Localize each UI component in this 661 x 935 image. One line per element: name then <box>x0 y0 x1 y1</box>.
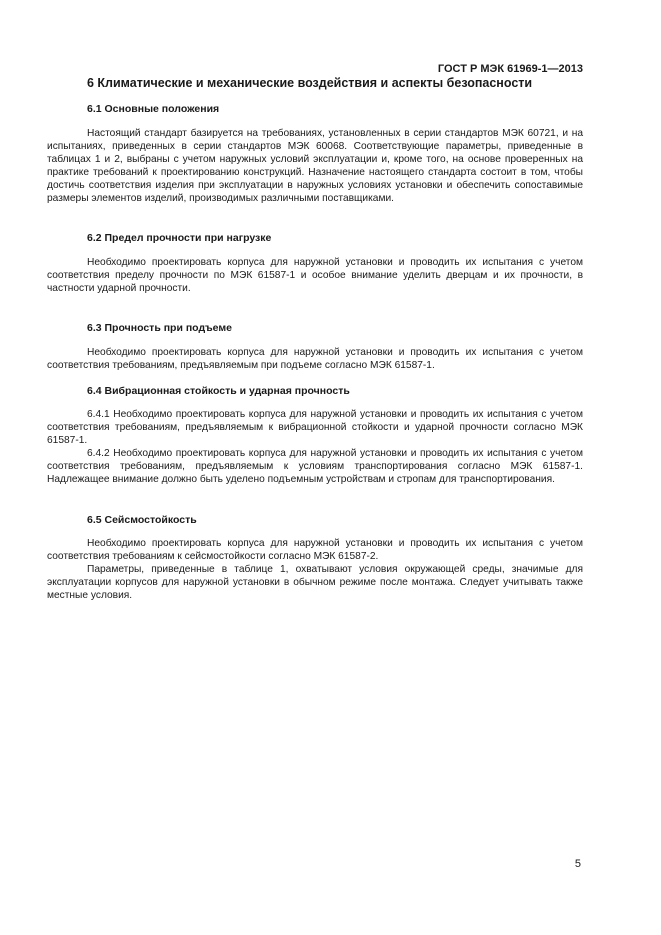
page-number: 5 <box>574 858 581 870</box>
paragraph-6-4-1: 6.4.1 Необходимо проектировать корпуса для наружной установки и проводить их испытания с учетом соответствия требованиям, предъявляемым к вибрационной стойкости и ударной прочности согласно МЭК 61587-1. <box>47 409 583 446</box>
section-title-6-2: 6.2 Предел прочности при нагрузке <box>87 232 272 244</box>
chapter-title: 6 Климатические и механические воздействия и аспекты безопасности <box>87 76 533 90</box>
section-title-6-1: 6.1 Основные положения <box>87 103 220 115</box>
paragraph-6-2: Необходимо проектировать корпуса для наружной установки и проводить их испытания с учетом соответствия пределу прочности по МЭК 61587-1 и особое внимание уделить дверцам и их прочности, в частности ударной прочности. <box>47 257 583 294</box>
paragraph-6-3: Необходимо проектировать корпуса для наружной установки и проводить их испытания с учетом соответствия требованиям, предъявляемым при подъеме согласно МЭК 61587-1. <box>47 347 583 371</box>
document-code: ГОСТ Р МЭК 61969-1—2013 <box>437 63 583 75</box>
paragraph-6-5-1: Необходимо проектировать корпуса для наружной установки и проводить их испытания с учетом соответствия требованиям к сейсмостойкости согласно МЭК 61587-2. <box>47 538 583 562</box>
section-title-6-5: 6.5 Сейсмостойкость <box>87 514 197 526</box>
paragraph-6-1: Настоящий стандарт базируется на требованиях, установленных в серии стандартов МЭК 60721, и на испытаниях, приведенных в серии стандартов МЭК 60068. Соответствующие параметры, приведенные в таблицах 1 и 2, выбраны с учетом наружных условий эксплуатации и, кроме того, на основе проверенных на практике требований к проектированию конструкций. Назначение настоящего стандарта состоит в том, чтобы достичь соответствия изделия при эксплуатации в наружных условиях установки и обеспечить сопоставимые размеры элементов изделий, производимых различными поставщиками. <box>47 128 583 204</box>
paragraph-6-5-2: Параметры, приведенные в таблице 1, охватывают условия окружающей среды, значимые для эксплуатации корпусов для наружной установки в обычном режиме после монтажа. Следует учитывать также местные условия. <box>47 564 583 601</box>
paragraph-6-4-2: 6.4.2 Необходимо проектировать корпуса для наружной установки и проводить их испытания с учетом соответствия требованиям, предъявляемым к условиям транспортирования согласно МЭК 61587-1. Надлежащее внимание должно быть уделено подъемным устройствам и стропам для транспортирования. <box>47 448 583 485</box>
section-title-6-3: 6.3 Прочность при подъеме <box>87 322 232 334</box>
section-title-6-4: 6.4 Вибрационная стойкость и ударная прочность <box>87 385 350 397</box>
